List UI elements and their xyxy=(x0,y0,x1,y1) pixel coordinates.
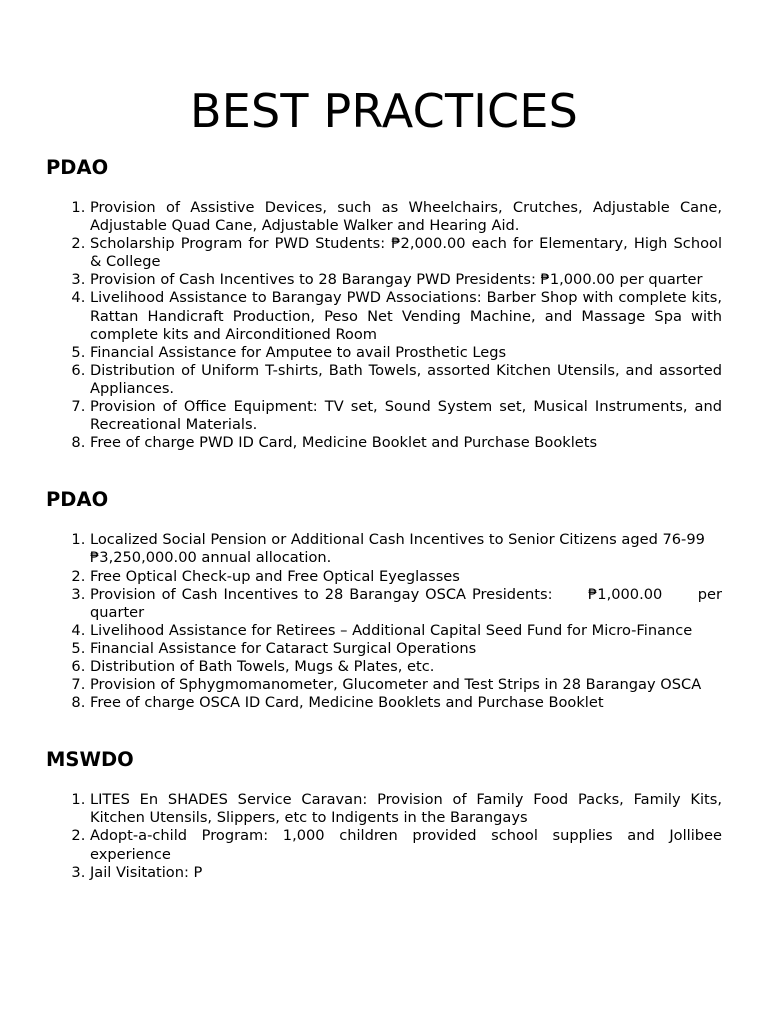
list-item-text: LITES En SHADES Service Caravan: Provision of Family Food Packs, Family Kits, Kitchen Utensils, Slippers, etc to Indigents in the Barangays xyxy=(90,791,722,827)
list-item-text: Scholarship Program for PWD Students: ₱2,000.00 each for Elementary, High School & College xyxy=(90,235,722,271)
section-heading: PDAO xyxy=(46,156,109,179)
list-item-text: Livelihood Assistance to Barangay PWD Associations: Barber Shop with complete kits, Rattan Handicraft Production, Peso Net Vending Machine, and Massage Spa with complete kits and Airconditioned Room xyxy=(90,289,722,343)
numbered-list xyxy=(46,791,722,881)
list-item xyxy=(90,791,722,827)
section-mswdo xyxy=(46,748,722,881)
list-item-text: Jail Visitation: P xyxy=(90,863,203,881)
list-item xyxy=(90,199,722,235)
list-item-text: Provision of Cash Incentives to 28 Barangay OSCA Presidents: ₱1,000.00 per quarter xyxy=(90,585,727,621)
list-item-text: Provision of Office Equipment: TV set, Sound System set, Musical Instruments, and Recreational Materials. xyxy=(90,398,722,434)
list-item xyxy=(90,585,727,622)
list-item-text: Free of charge OSCA ID Card, Medicine Booklets and Purchase Booklet xyxy=(90,694,604,712)
list-item xyxy=(90,622,722,640)
section-heading: PDAO xyxy=(46,488,109,512)
list-item xyxy=(90,827,722,863)
list-item-text: Provision of Cash Incentives to 28 Barangay PWD Presidents: ₱1,000.00 per quarter xyxy=(90,271,703,289)
list-item-text: Free Optical Check-up and Free Optical Eyeglasses xyxy=(90,567,460,585)
list-item-text: Distribution of Bath Towels, Mugs & Plates, etc. xyxy=(90,657,435,675)
list-item-text: Free of charge PWD ID Card, Medicine Booklet and Purchase Booklets xyxy=(90,434,598,452)
list-item-text: Financial Assistance for Amputee to avail Prosthetic Legs xyxy=(90,343,507,361)
list-item-text: Provision of Assistive Devices, such as Wheelchairs, Crutches, Adjustable Cane, Adjustable Quad Cane, Adjustable Walker and Hearing Aid. xyxy=(90,199,722,235)
list-item xyxy=(90,235,722,271)
list-item xyxy=(90,568,722,586)
list-item xyxy=(90,531,722,567)
list-item xyxy=(90,271,722,289)
numbered-list xyxy=(46,531,727,712)
document-page xyxy=(46,0,727,882)
list-item xyxy=(90,864,722,882)
list-item-text: Provision of Sphygmomanometer, Glucometer and Test Strips in 28 Barangay OSCA xyxy=(90,676,702,694)
list-item-subtext: ₱3,250,000.00 annual allocation. xyxy=(90,549,332,567)
list-item-text: Distribution of Uniform T-shirts, Bath Towels, assorted Kitchen Utensils, and assorted Appliances. xyxy=(90,361,722,397)
list-item xyxy=(90,676,722,694)
list-item-text: 1. Localized Social Pension or Additional Cash Incentives to Senior Citizens aged 76-99 xyxy=(90,531,705,549)
list-item xyxy=(90,640,722,658)
section-pdao-pwd xyxy=(46,156,722,452)
list-item-text: Financial Assistance for Cataract Surgical Operations xyxy=(90,639,477,657)
list-item xyxy=(90,658,722,676)
list-item xyxy=(90,362,722,398)
list-item xyxy=(90,434,722,452)
list-item xyxy=(90,398,722,434)
list-item xyxy=(90,289,722,343)
section-pdao-senior xyxy=(46,488,727,712)
numbered-list xyxy=(46,199,722,452)
list-item xyxy=(90,694,722,712)
list-item-text: Livelihood Assistance for Retirees – Additional Capital Seed Fund for Micro-Finance xyxy=(90,621,693,639)
list-item-text: Adopt-a-child Program: 1,000 children provided school supplies and Jollibee experience xyxy=(90,827,722,863)
document-title: BEST PRACTICES xyxy=(189,84,578,138)
section-heading: MSWDO xyxy=(46,748,134,772)
list-item xyxy=(90,344,722,362)
